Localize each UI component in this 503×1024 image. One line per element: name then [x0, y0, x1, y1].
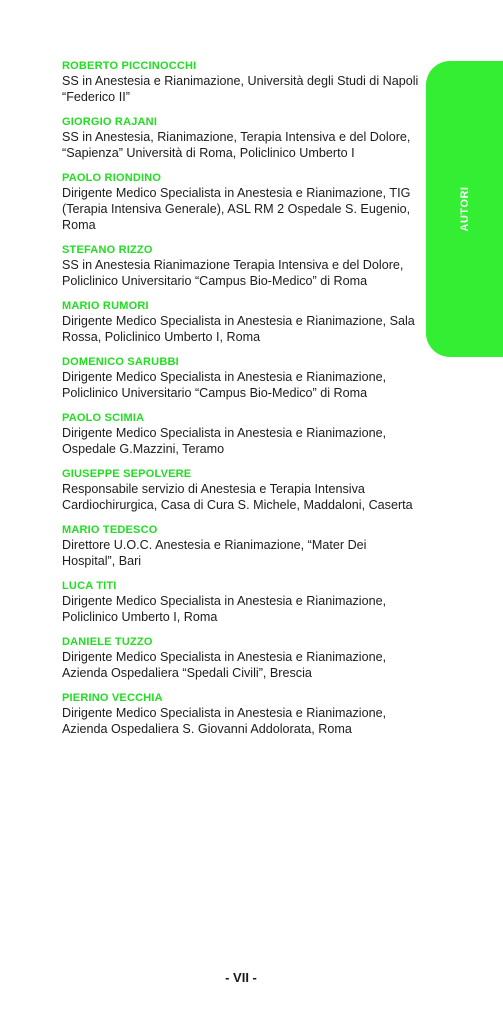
author-entry — [62, 523, 422, 569]
author-name: PIERINO VECCHIA — [62, 692, 163, 704]
author-affiliation: Dirigente Medico Specialista in Anestesia e Rianimazione, TIG (Terapia Intensiva Generale), ASL RM 2 Ospedale S. Eugenio, Roma — [62, 186, 411, 232]
author-affiliation: Dirigente Medico Specialista in Anestesia e Rianimazione, Azienda Ospedaliera “Spedali Civili”, Brescia — [62, 650, 387, 680]
author-affiliation: Direttore U.O.C. Anestesia e Rianimazione, “Mater Dei Hospital”, Bari — [62, 538, 367, 568]
author-name: MARIO RUMORI — [62, 300, 149, 312]
author-name: ROBERTO PICCINOCCHI — [62, 60, 197, 72]
author-entry — [62, 691, 422, 737]
author-name: MARIO TEDESCO — [62, 524, 158, 536]
author-list — [62, 59, 422, 747]
author-entry — [62, 411, 422, 457]
author-entry — [62, 355, 422, 401]
section-side-tab — [426, 61, 503, 357]
author-entry — [62, 579, 422, 625]
author-entry — [62, 635, 422, 681]
author-name: LUCA TITI — [62, 580, 117, 592]
author-affiliation: Dirigente Medico Specialista in Anestesia e Rianimazione, Policlinico Universitario “Campus Bio-Medico” di Roma — [62, 370, 387, 400]
author-affiliation: Dirigente Medico Specialista in Anestesia e Rianimazione, Azienda Ospedaliera S. Giovanni Addolorata, Roma — [62, 706, 387, 736]
author-name: GIUSEPPE SEPOLVERE — [62, 468, 192, 480]
author-entry — [62, 171, 422, 233]
author-entry — [62, 299, 422, 345]
author-entry — [62, 59, 422, 105]
author-name: DOMENICO SARUBBI — [62, 356, 179, 368]
author-name: DANIELE TUZZO — [62, 636, 153, 648]
author-affiliation: Dirigente Medico Specialista in Anestesia e Rianimazione, Policlinico Umberto I, Roma — [62, 594, 387, 624]
section-side-tab-label: AUTORI — [458, 186, 471, 232]
author-affiliation: SS in Anestesia, Rianimazione, Terapia Intensiva e del Dolore, “Sapienza” Università di Roma, Policlinico Umberto I — [62, 130, 411, 160]
author-name: PAOLO RIONDINO — [62, 172, 162, 184]
author-name: STEFANO RIZZO — [62, 244, 153, 256]
author-name: PAOLO SCIMIA — [62, 412, 145, 424]
author-affiliation: Dirigente Medico Specialista in Anestesia e Rianimazione, Ospedale G.Mazzini, Teramo — [62, 426, 387, 456]
author-affiliation: Dirigente Medico Specialista in Anestesia e Rianimazione, Sala Rossa, Policlinico Umberto I, Roma — [62, 314, 415, 344]
author-entry — [62, 115, 422, 161]
author-name: GIORGIO RAJANI — [62, 116, 158, 128]
author-entry — [62, 467, 422, 513]
author-affiliation: SS in Anestesia e Rianimazione, Università degli Studi di Napoli “Federico II” — [62, 74, 419, 104]
author-affiliation: SS in Anestesia Rianimazione Terapia Intensiva e del Dolore, Policlinico Universitario “Campus Bio-Medico” di Roma — [62, 258, 404, 288]
page-number: - VII - — [225, 970, 257, 985]
author-affiliation: Responsabile servizio di Anestesia e Terapia Intensiva Cardiochirurgica, Casa di Cura S. Michele, Maddaloni, Caserta — [62, 482, 413, 512]
author-entry — [62, 243, 422, 289]
